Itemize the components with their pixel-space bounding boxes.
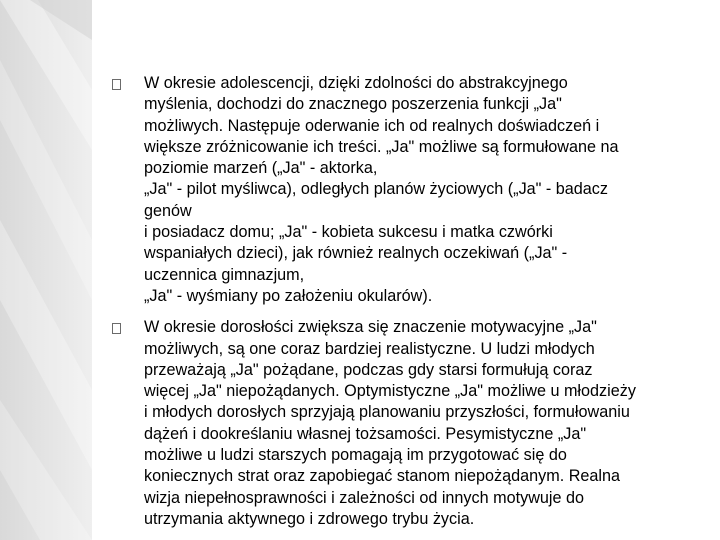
text-line: genów xyxy=(144,201,192,220)
text-line: myślenia, dochodzi do znacznego poszerzenia funkcji „Ja" xyxy=(144,95,562,114)
text-line: utrzymania aktywnego i zdrowego trybu życia. xyxy=(144,509,475,528)
decorative-stripes xyxy=(0,0,92,540)
bullet-box-icon xyxy=(112,79,121,90)
text-line: możliwych. Następuje oderwanie ich od realnych doświadczeń i xyxy=(144,116,600,135)
text-line: uczennica gimnazjum, xyxy=(144,265,305,284)
bullet-list xyxy=(112,73,672,530)
text-line: i posiadacz domu; „Ja" - kobieta sukcesu i matka czwórki xyxy=(144,223,553,242)
bullet-item-adulthood xyxy=(112,317,672,530)
text-line: wspaniałych dzieci), jak również realnych oczekiwań („Ja" - xyxy=(144,244,568,263)
decorative-side-band xyxy=(0,0,92,540)
text-line: koniecznych strat oraz zapobiegać stanom niepożądanym. Realna xyxy=(144,467,621,486)
bullet-box-icon xyxy=(112,323,121,334)
slide-content xyxy=(96,0,720,540)
text-line: poziomie marzeń („Ja" - aktorka, xyxy=(144,159,378,178)
bullet-item-adolescence xyxy=(112,73,672,307)
text-line: „Ja" - pilot myśliwca), odległych planów życiowych („Ja" - badacz xyxy=(144,180,608,199)
text-line: możliwe u ludzi starszych pomagają im przygotować się do xyxy=(144,446,567,465)
text-line: W okresie dorosłości zwiększa się znaczenie motywacyjne „Ja" xyxy=(144,318,597,337)
text-line: i młodych dorosłych sprzyjają planowaniu przyszłości, formułowaniu xyxy=(144,403,630,422)
text-line: więcej „Ja" niepożądanych. Optymistyczne „Ja" możliwe u młodzieży xyxy=(144,382,636,401)
text-line: możliwych, są one coraz bardziej realistyczne. U ludzi młodych xyxy=(144,339,595,358)
text-line: wizja niepełnosprawności i zależności od innych motywuje do xyxy=(144,488,584,507)
text-line: „Ja" - wyśmiany po założeniu okularów). xyxy=(144,286,433,305)
text-line: W okresie adolescencji, dzięki zdolności do abstrakcyjnego xyxy=(144,74,568,92)
text-line: przeważają „Ja" pożądane, podczas gdy starsi formułują coraz xyxy=(144,360,593,379)
text-line: dążeń i dookreślaniu własnej tożsamości. Pesymistyczne „Ja" xyxy=(144,424,587,443)
text-line: większe zróżnicowanie ich treści. „Ja" możliwe są formułowane na xyxy=(144,137,619,156)
